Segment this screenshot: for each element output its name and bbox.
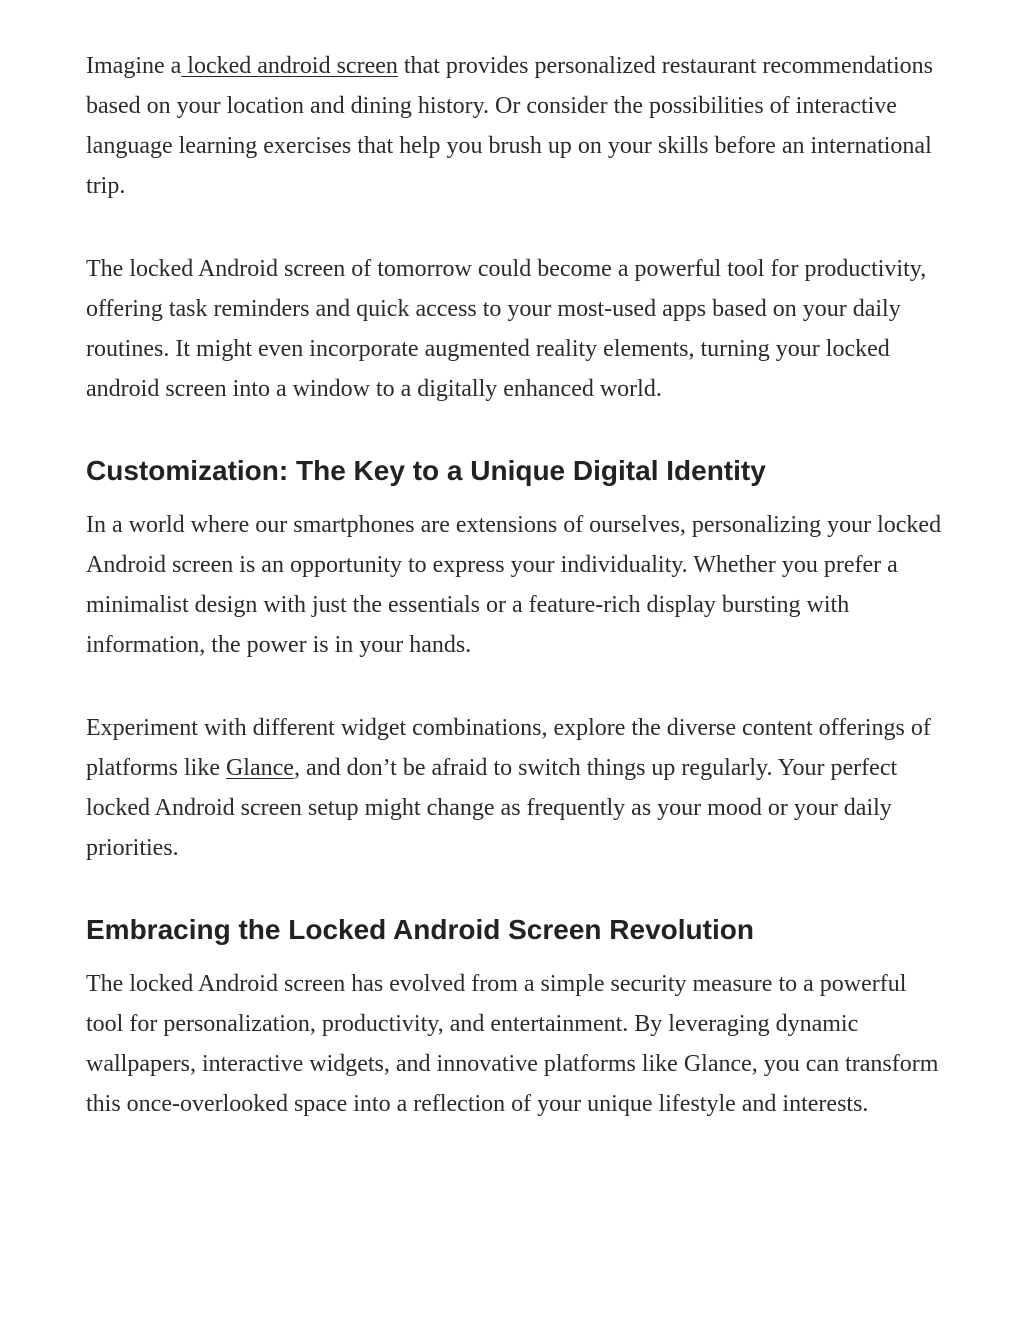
heading-customization: Customization: The Key to a Unique Digital Identity	[86, 455, 766, 486]
paragraph-text: Experiment with different widget combinations, explore the diverse content offerings of platforms like	[86, 715, 931, 781]
paragraph-text: Imagine a	[86, 53, 182, 79]
paragraph-individuality: In a world where our smartphones are extensions of ourselves, personalizing your locked Android screen is an opportunity to express your individuality. Whether you prefer a minimalist design with just the essentials or a feature-rich display bursting with information, the power is in your hands.	[86, 512, 942, 658]
paragraph-productivity: The locked Android screen of tomorrow could become a powerful tool for productivity, offering task reminders and quick access to your most-used apps based on your daily routines. It might even incorporate augmented reality elements, turning your locked android screen into a window to a digitally enhanced world.	[86, 256, 927, 402]
paragraph-restaurant-recommendations	[86, 46, 946, 206]
glance-link[interactable]: Glance	[225, 755, 294, 781]
paragraph-text: , and don’t be afraid to switch things up regularly. Your perfect locked Android screen setup might change as frequently as your mood or your daily priorities.	[86, 755, 898, 861]
paragraph-conclusion: The locked Android screen has evolved from a simple security measure to a powerful tool for personalization, productivity, and entertainment. By leveraging dynamic wallpapers, interactive widgets, and innovative platforms like Glance, you can transform this once-overlooked space into a reflection of your unique lifestyle and interests.	[86, 971, 939, 1117]
locked-android-screen-link[interactable]: locked android screen	[181, 53, 398, 79]
heading-revolution: Embracing the Locked Android Screen Revolution	[86, 914, 754, 945]
paragraph-text: that provides personalized restaurant recommendations based on your location and dining history. Or consider the possibilities of interactive language learning exercises that help you brush up on your skills before an international trip.	[86, 53, 934, 199]
article-body	[86, 46, 946, 1124]
paragraph-experiment	[86, 708, 946, 868]
